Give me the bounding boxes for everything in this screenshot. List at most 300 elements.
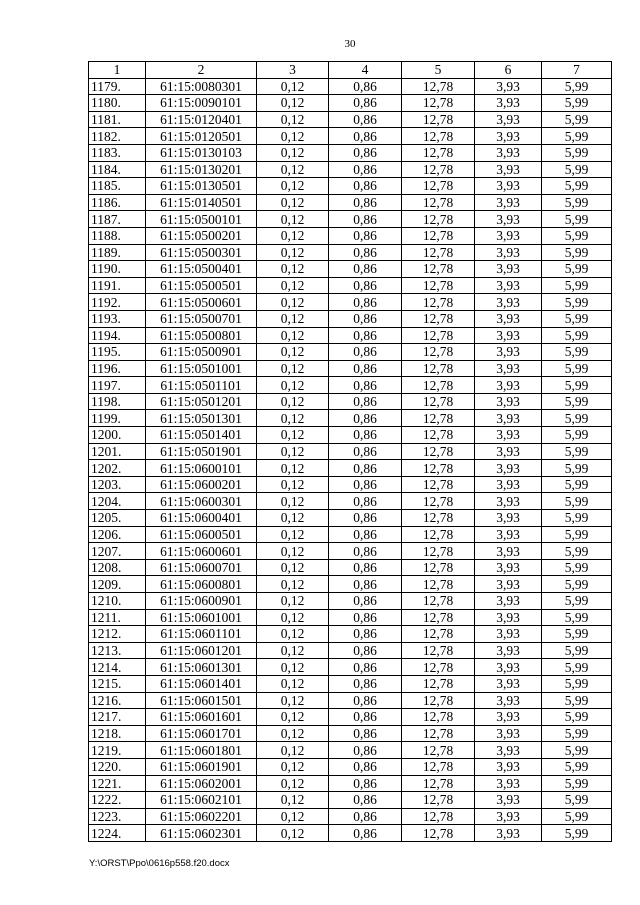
table-cell-col-7: 5,99 xyxy=(542,128,612,145)
table-cell-col-4: 0,86 xyxy=(329,161,402,178)
table-row xyxy=(89,161,612,178)
table-cell-col-3: 0,12 xyxy=(257,775,329,792)
table-cell-col-5: 12,78 xyxy=(402,642,475,659)
table-cell-col-4: 0,86 xyxy=(329,227,402,244)
table-cell-col-5: 12,78 xyxy=(402,78,475,95)
table-cell-col-2: 61:15:0601301 xyxy=(146,659,257,676)
table-cell-col-4: 0,86 xyxy=(329,410,402,427)
table-cell-col-4: 0,86 xyxy=(329,294,402,311)
table-cell-col-7: 5,99 xyxy=(542,393,612,410)
table-cell-col-1: 1179. xyxy=(89,78,146,95)
table-cell-col-5: 12,78 xyxy=(402,111,475,128)
table-row xyxy=(89,758,612,775)
table-cell-col-7: 5,99 xyxy=(542,95,612,112)
column-header-1: 1 xyxy=(89,62,146,79)
table-cell-col-4: 0,86 xyxy=(329,144,402,161)
table-cell-col-3: 0,12 xyxy=(257,576,329,593)
table-cell-col-4: 0,86 xyxy=(329,609,402,626)
table-row xyxy=(89,493,612,510)
table-cell-col-3: 0,12 xyxy=(257,626,329,643)
table-cell-col-1: 1198. xyxy=(89,393,146,410)
table-cell-col-3: 0,12 xyxy=(257,742,329,759)
table-cell-col-7: 5,99 xyxy=(542,659,612,676)
table-cell-col-6: 3,93 xyxy=(475,211,542,228)
table-cell-col-7: 5,99 xyxy=(542,476,612,493)
table-cell-col-7: 5,99 xyxy=(542,808,612,825)
table-cell-col-3: 0,12 xyxy=(257,659,329,676)
table-row xyxy=(89,211,612,228)
table-cell-col-5: 12,78 xyxy=(402,144,475,161)
table-cell-col-2: 61:15:0602101 xyxy=(146,792,257,809)
table-cell-col-3: 0,12 xyxy=(257,526,329,543)
table-cell-col-1: 1220. xyxy=(89,758,146,775)
table-cell-col-4: 0,86 xyxy=(329,244,402,261)
table-cell-col-3: 0,12 xyxy=(257,294,329,311)
table-cell-col-6: 3,93 xyxy=(475,626,542,643)
table-cell-col-3: 0,12 xyxy=(257,95,329,112)
table-cell-col-6: 3,93 xyxy=(475,659,542,676)
table-row xyxy=(89,393,612,410)
table-cell-col-4: 0,86 xyxy=(329,642,402,659)
table-row xyxy=(89,277,612,294)
table-cell-col-3: 0,12 xyxy=(257,559,329,576)
table-cell-col-5: 12,78 xyxy=(402,227,475,244)
table-cell-col-4: 0,86 xyxy=(329,709,402,726)
table-cell-col-5: 12,78 xyxy=(402,593,475,610)
table-row xyxy=(89,626,612,643)
table-cell-col-2: 61:15:0501401 xyxy=(146,427,257,444)
table-cell-col-7: 5,99 xyxy=(542,144,612,161)
table-cell-col-7: 5,99 xyxy=(542,559,612,576)
table-cell-col-1: 1217. xyxy=(89,709,146,726)
table-cell-col-2: 61:15:0600501 xyxy=(146,526,257,543)
table-cell-col-5: 12,78 xyxy=(402,211,475,228)
table-cell-col-2: 61:15:0600801 xyxy=(146,576,257,593)
table-cell-col-7: 5,99 xyxy=(542,460,612,477)
table-cell-col-4: 0,86 xyxy=(329,277,402,294)
table-cell-col-2: 61:15:0602001 xyxy=(146,775,257,792)
table-cell-col-1: 1183. xyxy=(89,144,146,161)
table-row xyxy=(89,360,612,377)
table-cell-col-4: 0,86 xyxy=(329,725,402,742)
table-cell-col-5: 12,78 xyxy=(402,510,475,527)
table-cell-col-2: 61:15:0601201 xyxy=(146,642,257,659)
table-cell-col-6: 3,93 xyxy=(475,725,542,742)
table-row xyxy=(89,709,612,726)
table-cell-col-5: 12,78 xyxy=(402,559,475,576)
table-cell-col-7: 5,99 xyxy=(542,443,612,460)
table-row xyxy=(89,344,612,361)
table-cell-col-3: 0,12 xyxy=(257,825,329,842)
table-cell-col-4: 0,86 xyxy=(329,95,402,112)
table-cell-col-2: 61:15:0500801 xyxy=(146,327,257,344)
table-row xyxy=(89,476,612,493)
table-cell-col-4: 0,86 xyxy=(329,808,402,825)
table-cell-col-4: 0,86 xyxy=(329,377,402,394)
table-cell-col-4: 0,86 xyxy=(329,476,402,493)
table-cell-col-6: 3,93 xyxy=(475,476,542,493)
table-cell-col-6: 3,93 xyxy=(475,692,542,709)
table-cell-col-7: 5,99 xyxy=(542,526,612,543)
table-cell-col-5: 12,78 xyxy=(402,261,475,278)
table-cell-col-3: 0,12 xyxy=(257,111,329,128)
table-cell-col-6: 3,93 xyxy=(475,261,542,278)
table-cell-col-5: 12,78 xyxy=(402,443,475,460)
table-cell-col-4: 0,86 xyxy=(329,758,402,775)
table-cell-col-6: 3,93 xyxy=(475,742,542,759)
table-cell-col-7: 5,99 xyxy=(542,161,612,178)
table-cell-col-5: 12,78 xyxy=(402,178,475,195)
table-cell-col-6: 3,93 xyxy=(475,410,542,427)
table-cell-col-7: 5,99 xyxy=(542,709,612,726)
table-cell-col-5: 12,78 xyxy=(402,808,475,825)
table-cell-col-2: 61:15:0601001 xyxy=(146,609,257,626)
table-cell-col-2: 61:15:0600901 xyxy=(146,593,257,610)
table-cell-col-7: 5,99 xyxy=(542,642,612,659)
table-cell-col-1: 1197. xyxy=(89,377,146,394)
table-cell-col-3: 0,12 xyxy=(257,410,329,427)
table-cell-col-5: 12,78 xyxy=(402,792,475,809)
table-cell-col-3: 0,12 xyxy=(257,709,329,726)
table-cell-col-7: 5,99 xyxy=(542,775,612,792)
table-cell-col-1: 1192. xyxy=(89,294,146,311)
table-cell-col-4: 0,86 xyxy=(329,659,402,676)
table-cell-col-6: 3,93 xyxy=(475,111,542,128)
table-cell-col-1: 1224. xyxy=(89,825,146,842)
table-row xyxy=(89,510,612,527)
table-cell-col-3: 0,12 xyxy=(257,261,329,278)
table-cell-col-4: 0,86 xyxy=(329,510,402,527)
table-cell-col-7: 5,99 xyxy=(542,78,612,95)
table-cell-col-1: 1186. xyxy=(89,194,146,211)
table-cell-col-6: 3,93 xyxy=(475,194,542,211)
table-cell-col-1: 1207. xyxy=(89,543,146,560)
table-cell-col-2: 61:15:0600101 xyxy=(146,460,257,477)
table-cell-col-1: 1211. xyxy=(89,609,146,626)
table-cell-col-1: 1187. xyxy=(89,211,146,228)
table-cell-col-7: 5,99 xyxy=(542,543,612,560)
table-cell-col-7: 5,99 xyxy=(542,792,612,809)
table-row xyxy=(89,178,612,195)
table-cell-col-6: 3,93 xyxy=(475,227,542,244)
table-cell-col-3: 0,12 xyxy=(257,493,329,510)
table-row xyxy=(89,111,612,128)
table-cell-col-2: 61:15:0600701 xyxy=(146,559,257,576)
table-cell-col-6: 3,93 xyxy=(475,758,542,775)
table-cell-col-1: 1185. xyxy=(89,178,146,195)
table-row xyxy=(89,725,612,742)
table-cell-col-7: 5,99 xyxy=(542,194,612,211)
table-cell-col-1: 1195. xyxy=(89,344,146,361)
table-cell-col-1: 1196. xyxy=(89,360,146,377)
table-cell-col-7: 5,99 xyxy=(542,327,612,344)
table-cell-col-1: 1218. xyxy=(89,725,146,742)
table-cell-col-2: 61:15:0501901 xyxy=(146,443,257,460)
table-cell-col-6: 3,93 xyxy=(475,360,542,377)
table-cell-col-5: 12,78 xyxy=(402,725,475,742)
table-cell-col-1: 1189. xyxy=(89,244,146,261)
table-row xyxy=(89,377,612,394)
table-cell-col-1: 1210. xyxy=(89,593,146,610)
table-cell-col-1: 1213. xyxy=(89,642,146,659)
table-cell-col-5: 12,78 xyxy=(402,344,475,361)
table-cell-col-6: 3,93 xyxy=(475,178,542,195)
table-cell-col-7: 5,99 xyxy=(542,510,612,527)
table-cell-col-2: 61:15:0120401 xyxy=(146,111,257,128)
table-cell-col-7: 5,99 xyxy=(542,675,612,692)
table-cell-col-4: 0,86 xyxy=(329,111,402,128)
table-cell-col-6: 3,93 xyxy=(475,543,542,560)
table-cell-col-2: 61:15:0130501 xyxy=(146,178,257,195)
table-cell-col-3: 0,12 xyxy=(257,510,329,527)
table-cell-col-5: 12,78 xyxy=(402,758,475,775)
table-cell-col-6: 3,93 xyxy=(475,377,542,394)
table-cell-col-4: 0,86 xyxy=(329,543,402,560)
table-row xyxy=(89,576,612,593)
table-cell-col-5: 12,78 xyxy=(402,543,475,560)
table-cell-col-7: 5,99 xyxy=(542,758,612,775)
table-row xyxy=(89,692,612,709)
table-cell-col-1: 1182. xyxy=(89,128,146,145)
table-cell-col-5: 12,78 xyxy=(402,244,475,261)
column-header-3: 3 xyxy=(257,62,329,79)
table-cell-col-3: 0,12 xyxy=(257,310,329,327)
table-cell-col-2: 61:15:0601601 xyxy=(146,709,257,726)
table-cell-col-4: 0,86 xyxy=(329,792,402,809)
table-cell-col-1: 1212. xyxy=(89,626,146,643)
data-table xyxy=(88,61,612,842)
table-cell-col-1: 1184. xyxy=(89,161,146,178)
table-cell-col-2: 61:15:0601901 xyxy=(146,758,257,775)
table-cell-col-6: 3,93 xyxy=(475,493,542,510)
table-cell-col-2: 61:15:0500101 xyxy=(146,211,257,228)
table-cell-col-2: 61:15:0500401 xyxy=(146,261,257,278)
table-cell-col-2: 61:15:0601701 xyxy=(146,725,257,742)
table-cell-col-6: 3,93 xyxy=(475,427,542,444)
table-cell-col-7: 5,99 xyxy=(542,692,612,709)
table-row xyxy=(89,128,612,145)
table-cell-col-4: 0,86 xyxy=(329,742,402,759)
table-cell-col-2: 61:15:0090101 xyxy=(146,95,257,112)
table-cell-col-7: 5,99 xyxy=(542,294,612,311)
table-cell-col-5: 12,78 xyxy=(402,327,475,344)
table-row xyxy=(89,327,612,344)
table-cell-col-4: 0,86 xyxy=(329,178,402,195)
table-cell-col-7: 5,99 xyxy=(542,377,612,394)
table-cell-col-2: 61:15:0500601 xyxy=(146,294,257,311)
table-cell-col-6: 3,93 xyxy=(475,327,542,344)
table-cell-col-7: 5,99 xyxy=(542,593,612,610)
table-cell-col-2: 61:15:0501101 xyxy=(146,377,257,394)
table-cell-col-3: 0,12 xyxy=(257,675,329,692)
table-cell-col-2: 61:15:0500201 xyxy=(146,227,257,244)
table-cell-col-1: 1194. xyxy=(89,327,146,344)
table-row xyxy=(89,227,612,244)
table-cell-col-2: 61:15:0600401 xyxy=(146,510,257,527)
table-cell-col-3: 0,12 xyxy=(257,360,329,377)
table-cell-col-1: 1200. xyxy=(89,427,146,444)
table-cell-col-6: 3,93 xyxy=(475,709,542,726)
table-cell-col-5: 12,78 xyxy=(402,742,475,759)
table-cell-col-5: 12,78 xyxy=(402,825,475,842)
table-cell-col-6: 3,93 xyxy=(475,825,542,842)
table-body xyxy=(89,78,612,841)
table-cell-col-6: 3,93 xyxy=(475,559,542,576)
table-row xyxy=(89,593,612,610)
table-row xyxy=(89,244,612,261)
table-cell-col-6: 3,93 xyxy=(475,792,542,809)
table-cell-col-6: 3,93 xyxy=(475,526,542,543)
table-cell-col-4: 0,86 xyxy=(329,559,402,576)
table-cell-col-6: 3,93 xyxy=(475,609,542,626)
table-cell-col-7: 5,99 xyxy=(542,227,612,244)
table-row xyxy=(89,609,612,626)
table-cell-col-7: 5,99 xyxy=(542,277,612,294)
table-cell-col-4: 0,86 xyxy=(329,443,402,460)
table-cell-col-6: 3,93 xyxy=(475,675,542,692)
table-cell-col-6: 3,93 xyxy=(475,95,542,112)
table-cell-col-4: 0,86 xyxy=(329,675,402,692)
table-cell-col-4: 0,86 xyxy=(329,327,402,344)
table-cell-col-1: 1191. xyxy=(89,277,146,294)
table-cell-col-7: 5,99 xyxy=(542,111,612,128)
table-row xyxy=(89,642,612,659)
table-cell-col-1: 1208. xyxy=(89,559,146,576)
table-cell-col-2: 61:15:0601401 xyxy=(146,675,257,692)
table-cell-col-4: 0,86 xyxy=(329,526,402,543)
table-cell-col-1: 1199. xyxy=(89,410,146,427)
table-cell-col-7: 5,99 xyxy=(542,360,612,377)
table-cell-col-4: 0,86 xyxy=(329,460,402,477)
table-cell-col-4: 0,86 xyxy=(329,692,402,709)
table-cell-col-7: 5,99 xyxy=(542,626,612,643)
table-cell-col-1: 1181. xyxy=(89,111,146,128)
table-cell-col-6: 3,93 xyxy=(475,244,542,261)
table-row xyxy=(89,95,612,112)
table-cell-col-6: 3,93 xyxy=(475,277,542,294)
table-row xyxy=(89,526,612,543)
table-cell-col-3: 0,12 xyxy=(257,460,329,477)
table-cell-col-4: 0,86 xyxy=(329,393,402,410)
table-cell-col-4: 0,86 xyxy=(329,78,402,95)
table-row xyxy=(89,144,612,161)
table-row xyxy=(89,310,612,327)
table-cell-col-1: 1209. xyxy=(89,576,146,593)
table-header xyxy=(89,62,612,79)
table-cell-col-5: 12,78 xyxy=(402,128,475,145)
table-row xyxy=(89,825,612,842)
table-cell-col-4: 0,86 xyxy=(329,261,402,278)
table-cell-col-3: 0,12 xyxy=(257,144,329,161)
table-cell-col-5: 12,78 xyxy=(402,95,475,112)
table-cell-col-1: 1222. xyxy=(89,792,146,809)
table-cell-col-2: 61:15:0501301 xyxy=(146,410,257,427)
table-cell-col-2: 61:15:0602201 xyxy=(146,808,257,825)
table-cell-col-3: 0,12 xyxy=(257,609,329,626)
table-cell-col-2: 61:15:0602301 xyxy=(146,825,257,842)
table-cell-col-6: 3,93 xyxy=(475,775,542,792)
table-cell-col-6: 3,93 xyxy=(475,128,542,145)
table-cell-col-1: 1203. xyxy=(89,476,146,493)
table-cell-col-5: 12,78 xyxy=(402,709,475,726)
table-cell-col-4: 0,86 xyxy=(329,576,402,593)
table-cell-col-1: 1223. xyxy=(89,808,146,825)
table-cell-col-5: 12,78 xyxy=(402,659,475,676)
table-cell-col-1: 1206. xyxy=(89,526,146,543)
table-cell-col-7: 5,99 xyxy=(542,609,612,626)
table-cell-col-4: 0,86 xyxy=(329,310,402,327)
table-cell-col-5: 12,78 xyxy=(402,294,475,311)
table-cell-col-1: 1180. xyxy=(89,95,146,112)
table-cell-col-1: 1201. xyxy=(89,443,146,460)
table-cell-col-3: 0,12 xyxy=(257,161,329,178)
table-cell-col-4: 0,86 xyxy=(329,626,402,643)
table-cell-col-3: 0,12 xyxy=(257,178,329,195)
column-header-7: 7 xyxy=(542,62,612,79)
table-cell-col-3: 0,12 xyxy=(257,593,329,610)
table-cell-col-6: 3,93 xyxy=(475,393,542,410)
table-cell-col-5: 12,78 xyxy=(402,476,475,493)
table-cell-col-2: 61:15:0601101 xyxy=(146,626,257,643)
column-header-4: 4 xyxy=(329,62,402,79)
table-cell-col-2: 61:15:0140501 xyxy=(146,194,257,211)
table-row xyxy=(89,543,612,560)
table-cell-col-6: 3,93 xyxy=(475,460,542,477)
table-cell-col-4: 0,86 xyxy=(329,194,402,211)
table-cell-col-2: 61:15:0120501 xyxy=(146,128,257,145)
table-cell-col-7: 5,99 xyxy=(542,742,612,759)
table-cell-col-6: 3,93 xyxy=(475,310,542,327)
table-cell-col-5: 12,78 xyxy=(402,460,475,477)
table-cell-col-7: 5,99 xyxy=(542,310,612,327)
table-cell-col-3: 0,12 xyxy=(257,792,329,809)
table-cell-col-6: 3,93 xyxy=(475,294,542,311)
table-row xyxy=(89,410,612,427)
header-row xyxy=(89,62,612,79)
table-cell-col-2: 61:15:0080301 xyxy=(146,78,257,95)
table-row xyxy=(89,194,612,211)
table-cell-col-6: 3,93 xyxy=(475,642,542,659)
table-cell-col-3: 0,12 xyxy=(257,344,329,361)
table-cell-col-6: 3,93 xyxy=(475,443,542,460)
table-cell-col-5: 12,78 xyxy=(402,427,475,444)
table-cell-col-4: 0,86 xyxy=(329,593,402,610)
table-cell-col-2: 61:15:0501001 xyxy=(146,360,257,377)
table-cell-col-3: 0,12 xyxy=(257,393,329,410)
table-cell-col-5: 12,78 xyxy=(402,393,475,410)
table-cell-col-5: 12,78 xyxy=(402,310,475,327)
table-cell-col-5: 12,78 xyxy=(402,626,475,643)
table-cell-col-7: 5,99 xyxy=(542,344,612,361)
table-cell-col-7: 5,99 xyxy=(542,244,612,261)
table-row xyxy=(89,294,612,311)
table-cell-col-5: 12,78 xyxy=(402,675,475,692)
table-cell-col-1: 1188. xyxy=(89,227,146,244)
table-row xyxy=(89,659,612,676)
table-cell-col-6: 3,93 xyxy=(475,78,542,95)
table-cell-col-3: 0,12 xyxy=(257,725,329,742)
table-row xyxy=(89,792,612,809)
table-cell-col-4: 0,86 xyxy=(329,211,402,228)
table-row xyxy=(89,78,612,95)
table-cell-col-6: 3,93 xyxy=(475,808,542,825)
table-cell-col-7: 5,99 xyxy=(542,725,612,742)
table-cell-col-7: 5,99 xyxy=(542,825,612,842)
table-cell-col-2: 61:15:0130201 xyxy=(146,161,257,178)
table-cell-col-5: 12,78 xyxy=(402,609,475,626)
table-cell-col-2: 61:15:0501201 xyxy=(146,393,257,410)
table-row xyxy=(89,675,612,692)
